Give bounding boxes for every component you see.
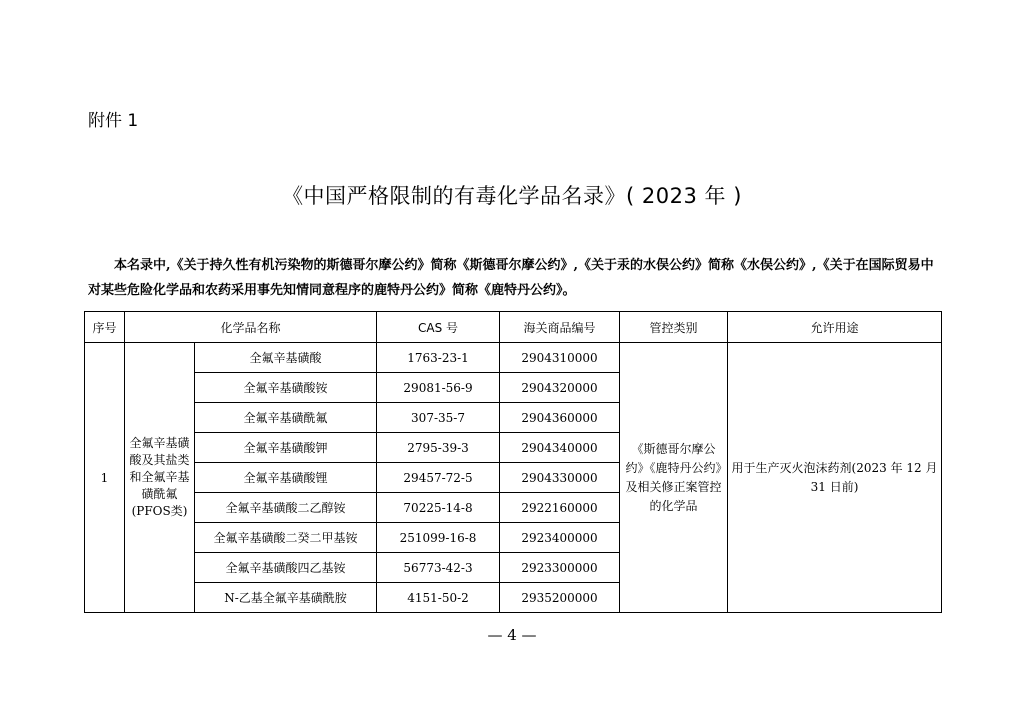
hs-code: 2904340000 bbox=[500, 433, 620, 463]
cas-number: 4151-50-2 bbox=[377, 583, 500, 613]
cas-number: 70225-14-8 bbox=[377, 493, 500, 523]
chemical-name: 全氟辛基磺酸钾 bbox=[195, 433, 377, 463]
cas-number: 2795-39-3 bbox=[377, 433, 500, 463]
table-header-row bbox=[85, 312, 942, 343]
intro-paragraph: 本名录中,《关于持久性有机污染物的斯德哥尔摩公约》简称《斯德哥尔摩公约》,《关于汞的水俣公约》简称《水俣公约》,《关于在国际贸易中对某些危险化学品和农药采用事先知情同意程序的鹿特丹公约》简称《鹿特丹公约》。 bbox=[88, 258, 934, 298]
attachment-label: 附件 1 bbox=[88, 111, 139, 131]
table-row bbox=[85, 343, 942, 373]
hs-code: 2922160000 bbox=[500, 493, 620, 523]
control-category: 《斯德哥尔摩公约》《鹿特丹公约》及相关修正案管控的化学品 bbox=[620, 343, 728, 613]
header-use: 允许用途 bbox=[728, 312, 942, 343]
hs-code: 2904320000 bbox=[500, 373, 620, 403]
cas-number: 29081-56-9 bbox=[377, 373, 500, 403]
chemical-table bbox=[84, 311, 942, 613]
cas-number: 29457-72-5 bbox=[377, 463, 500, 493]
hs-code: 2923300000 bbox=[500, 553, 620, 583]
chemical-name: 全氟辛基磺酸四乙基铵 bbox=[195, 553, 377, 583]
chemical-group-name: 全氟辛基磺酸及其盐类和全氟辛基磺酰氟(PFOS类) bbox=[125, 343, 195, 613]
cas-number: 307-35-7 bbox=[377, 403, 500, 433]
header-name: 化学品名称 bbox=[125, 312, 377, 343]
cas-number: 251099-16-8 bbox=[377, 523, 500, 553]
page-number: — 4 — bbox=[487, 626, 537, 644]
document-title: 《中国严格限制的有毒化学品名录》( 2023 年 ) bbox=[282, 184, 742, 208]
hs-code: 2904310000 bbox=[500, 343, 620, 373]
chemical-name: 全氟辛基磺酸锂 bbox=[195, 463, 377, 493]
hs-code: 2904360000 bbox=[500, 403, 620, 433]
hs-code: 2904330000 bbox=[500, 463, 620, 493]
row-number: 1 bbox=[85, 343, 125, 613]
header-no: 序号 bbox=[85, 312, 125, 343]
header-control: 管控类别 bbox=[620, 312, 728, 343]
header-hs: 海关商品编号 bbox=[500, 312, 620, 343]
chemical-name: N-乙基全氟辛基磺酰胺 bbox=[195, 583, 377, 613]
cas-number: 56773-42-3 bbox=[377, 553, 500, 583]
cas-number: 1763-23-1 bbox=[377, 343, 500, 373]
chemical-name: 全氟辛基磺酰氟 bbox=[195, 403, 377, 433]
permitted-use: 用于生产灭火泡沫药剂(2023 年 12 月 31 日前) bbox=[728, 343, 942, 613]
chemical-name: 全氟辛基磺酸 bbox=[195, 343, 377, 373]
hs-code: 2935200000 bbox=[500, 583, 620, 613]
chemical-name: 全氟辛基磺酸二癸二甲基铵 bbox=[195, 523, 377, 553]
chemical-name: 全氟辛基磺酸二乙醇铵 bbox=[195, 493, 377, 523]
chemical-name: 全氟辛基磺酸铵 bbox=[195, 373, 377, 403]
header-cas: CAS 号 bbox=[377, 312, 500, 343]
hs-code: 2923400000 bbox=[500, 523, 620, 553]
